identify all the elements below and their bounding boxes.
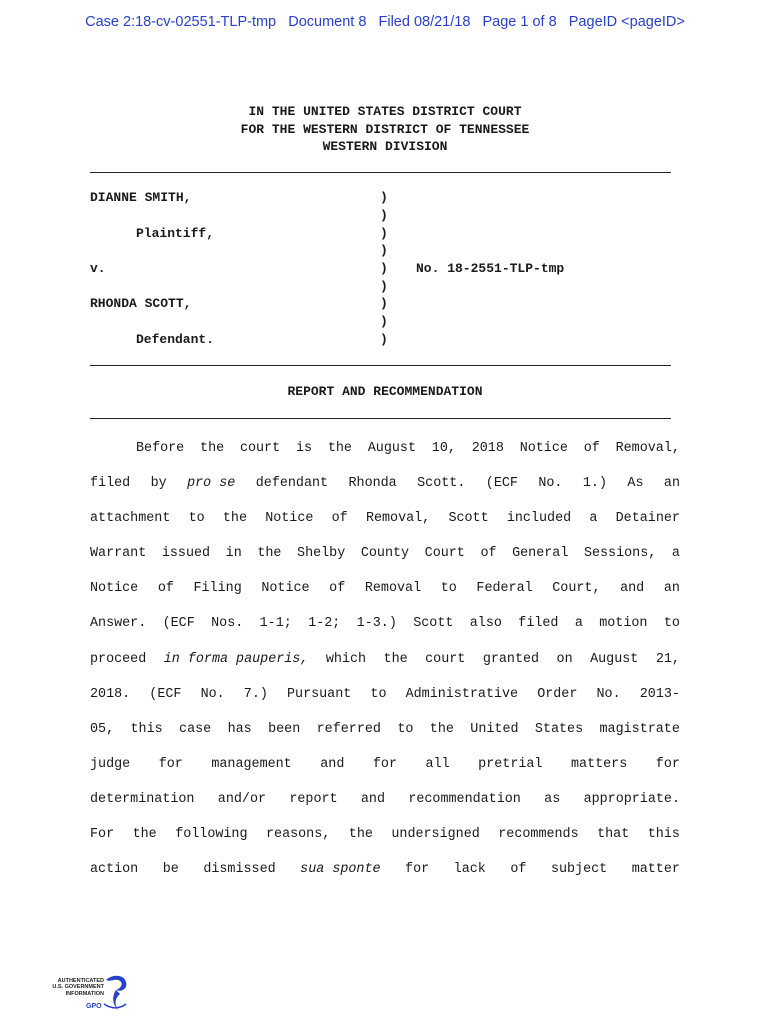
body-line <box>90 466 680 501</box>
body-line <box>90 747 680 782</box>
body-word: referred <box>316 721 381 737</box>
body-word: has <box>227 721 252 737</box>
body-word: and <box>320 756 345 772</box>
body-line <box>90 501 680 536</box>
seal-gpo: GPO <box>86 1003 102 1010</box>
defendant-role: Defendant. <box>136 332 215 347</box>
body-word: 21, <box>655 651 680 667</box>
body-word: Removal, <box>365 511 431 527</box>
court-line-3: WESTERN DIVISION <box>322 139 448 154</box>
body-word: to <box>663 616 680 632</box>
body-word: Warrant <box>90 546 147 562</box>
seal-line-3: INFORMATION <box>65 990 104 997</box>
body-word: Nos. <box>211 616 244 632</box>
caption-paren: ) <box>380 279 388 294</box>
body-line <box>90 677 680 712</box>
body-word: management <box>211 756 292 772</box>
body-word: be <box>162 862 179 878</box>
body-word: Removal <box>364 581 422 597</box>
body-word: 1-1; <box>259 616 292 632</box>
body-word: matter <box>631 862 680 878</box>
body-word: 1-3.) <box>356 616 397 632</box>
body-word: pro se <box>187 476 236 492</box>
body-word: States <box>534 721 584 737</box>
body-word: Notice <box>519 441 568 456</box>
seal-caption <box>42 978 104 997</box>
caption-paren: ) <box>380 296 388 311</box>
body-word: this <box>647 827 680 843</box>
body-word: pretrial <box>478 756 543 772</box>
caption-paren: ) <box>380 243 388 258</box>
body-word: included <box>506 511 572 527</box>
body-line <box>90 571 680 606</box>
body-word: Notice <box>261 581 310 597</box>
body-word: is <box>295 441 313 456</box>
body-word: and <box>360 791 385 807</box>
body-word: action <box>90 862 139 878</box>
body-word: 2018 <box>471 441 504 456</box>
body-word: court <box>425 651 466 667</box>
body-word: filed <box>90 476 131 492</box>
case-number: No. 18-2551-TLP-tmp <box>416 261 565 276</box>
body-word: Before <box>136 441 185 456</box>
gpo-authentication-seal <box>42 970 132 1016</box>
caption-paren: ) <box>380 226 388 241</box>
body-word: Federal <box>476 581 533 597</box>
body-word: of <box>329 581 346 597</box>
body-word: Scott <box>413 616 454 632</box>
body-word: 7.) <box>243 686 268 702</box>
body-line <box>90 782 680 817</box>
seal-line-2: U.S. GOVERNMENT <box>52 984 104 991</box>
court-line-1: IN THE UNITED STATES DISTRICT COURT <box>248 104 522 119</box>
body-word: report <box>289 791 338 807</box>
header-document: Document 8 <box>288 14 367 30</box>
filing-header <box>0 14 770 30</box>
body-word: undersigned <box>391 827 480 843</box>
body-word: As <box>627 476 644 492</box>
body-word: Sessions, <box>583 546 657 562</box>
body-line <box>90 536 680 571</box>
body-word: to <box>370 686 387 702</box>
body-word: for <box>655 756 680 772</box>
header-pageid: PageID <pageID> <box>568 14 685 30</box>
body-word: an <box>663 581 680 597</box>
body-word: that <box>597 827 630 843</box>
body-word: Removal, <box>615 441 680 456</box>
body-word: 2018. <box>90 686 131 702</box>
body-word: 10, <box>431 441 456 456</box>
body-word: Court, <box>552 581 601 597</box>
body-word: 1-2; <box>308 616 341 632</box>
body-word: in <box>225 546 242 562</box>
body-word: the <box>132 827 157 843</box>
caption-paren: ) <box>380 190 388 205</box>
caption-paren: ) <box>380 208 388 223</box>
body-word: a <box>574 616 583 632</box>
body-word: the <box>348 827 373 843</box>
body-line <box>90 606 680 641</box>
body-word: as <box>544 791 561 807</box>
body-word: motion <box>599 616 648 632</box>
body-word: proceed <box>90 651 147 667</box>
plaintiff-name: DIANNE SMITH, <box>90 190 192 205</box>
body-word: appropriate. <box>583 791 680 807</box>
body-word: lack <box>453 862 486 878</box>
body-word: a <box>671 546 680 562</box>
body-word: magistrate <box>599 721 680 737</box>
body-word: the <box>200 441 225 456</box>
court-heading <box>0 103 770 156</box>
body-word: No. <box>200 686 225 702</box>
body-word: (ECF <box>162 616 195 632</box>
body-word: attachment <box>90 511 171 527</box>
body-word: County <box>360 546 410 562</box>
body-word: Answer. <box>90 616 147 632</box>
body-word: (ECF <box>485 476 518 492</box>
body-word: and/or <box>217 791 267 807</box>
body-word: which <box>325 651 367 667</box>
body-word: subject <box>550 862 608 878</box>
divider-bottom <box>90 418 671 419</box>
body-word: granted <box>482 651 540 667</box>
body-word: following <box>175 827 248 843</box>
defendant-name: RHONDA SCOTT, <box>90 296 192 311</box>
body-word: of <box>480 546 497 562</box>
body-line <box>90 852 680 887</box>
body-word: Detainer <box>615 511 680 527</box>
body-word: Pursuant <box>287 686 352 702</box>
body-word: Scott <box>448 511 489 527</box>
versus: v. <box>90 261 106 276</box>
body-word: also <box>469 616 502 632</box>
body-word: the <box>222 511 247 527</box>
body-word: sua sponte <box>300 862 381 878</box>
report-title: REPORT AND RECOMMENDATION <box>287 384 483 399</box>
eagle-icon <box>102 974 130 1014</box>
body-word: case <box>179 721 212 737</box>
body-word: Shelby <box>297 546 346 562</box>
plaintiff-role: Plaintiff, <box>136 226 215 241</box>
header-filed-date: Filed 08/21/18 <box>378 14 471 30</box>
body-word: of <box>157 581 174 597</box>
body-word: matters <box>571 756 628 772</box>
header-case-number: Case 2:18-cv-02551-TLP-tmp <box>85 14 277 30</box>
body-paragraph <box>90 431 680 887</box>
body-word: to <box>188 511 205 527</box>
body-word: court <box>239 441 281 456</box>
body-word: defendant <box>255 476 329 492</box>
body-word: recommends <box>498 827 579 843</box>
body-word: (ECF <box>149 686 182 702</box>
body-word: 05, <box>90 721 115 737</box>
body-word: No. <box>596 686 621 702</box>
body-word: August <box>367 441 416 456</box>
body-word: for <box>405 862 430 878</box>
caption-paren: ) <box>380 261 388 276</box>
body-word: 2013- <box>639 686 680 702</box>
body-word: for <box>158 756 183 772</box>
body-word: by <box>150 476 167 492</box>
body-word: Scott. <box>417 476 466 492</box>
body-word: Court <box>424 546 465 562</box>
body-line <box>90 712 680 747</box>
body-word: for <box>372 756 397 772</box>
body-line <box>90 642 680 677</box>
body-word: judge <box>90 756 131 772</box>
body-word: and <box>620 581 645 597</box>
court-line-2: FOR THE WESTERN DISTRICT OF TENNESSEE <box>240 121 530 137</box>
body-word: Notice <box>265 511 314 527</box>
caption-paren: ) <box>380 332 388 347</box>
divider-middle <box>90 365 671 366</box>
body-line <box>90 431 680 466</box>
body-word: filed <box>518 616 559 632</box>
body-word: reasons, <box>266 827 331 843</box>
body-word: the <box>383 651 408 667</box>
case-caption <box>90 190 671 350</box>
body-word: the <box>257 546 282 562</box>
body-word: the <box>429 721 454 737</box>
divider-top <box>90 172 671 173</box>
body-word: on <box>556 651 573 667</box>
body-word: No. <box>538 476 563 492</box>
body-word: to <box>397 721 414 737</box>
body-word: an <box>663 476 680 492</box>
body-word: in forma pauperis, <box>163 651 309 667</box>
body-word: determination <box>90 791 195 807</box>
body-word: issued <box>161 546 211 562</box>
body-word: been <box>268 721 301 737</box>
body-word: recommendation <box>408 791 521 807</box>
body-word: of <box>583 441 600 456</box>
body-word: Rhonda <box>348 476 397 492</box>
seal-line-1: AUTHENTICATED <box>57 978 104 984</box>
body-word: the <box>327 441 352 456</box>
body-word: United <box>470 721 519 737</box>
body-word: dismissed <box>203 862 276 878</box>
body-word: a <box>589 511 598 527</box>
body-word: all <box>425 756 450 772</box>
body-word: August <box>590 651 639 667</box>
body-word: of <box>510 862 527 878</box>
body-word: to <box>440 581 457 597</box>
body-word: Filing <box>193 581 242 597</box>
body-word: this <box>130 721 163 737</box>
body-word: General <box>512 546 569 562</box>
body-word: 1.) <box>582 476 607 492</box>
body-word: Order <box>537 686 578 702</box>
body-word: For <box>90 827 115 843</box>
body-word: Notice <box>90 581 139 597</box>
body-line <box>90 817 680 852</box>
header-page: Page 1 of 8 <box>482 14 557 30</box>
caption-paren: ) <box>380 314 388 329</box>
body-word: Administrative <box>405 686 519 702</box>
body-word: of <box>331 511 348 527</box>
